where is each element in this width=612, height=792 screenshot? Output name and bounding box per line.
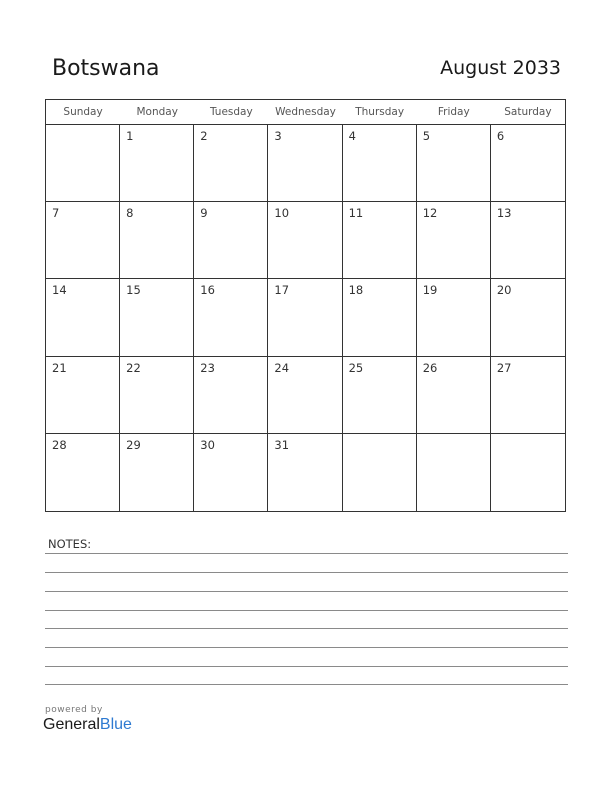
day-cell [194,434,268,511]
day-number: 10 [274,206,290,221]
day-cell [120,279,194,356]
day-number: 23 [200,360,215,375]
day-number: 8 [126,206,134,221]
day-number: 21 [52,360,67,375]
day-cell [268,279,342,356]
day-cell [417,125,491,202]
day-number: 1 [126,129,134,143]
day-number: 18 [348,283,364,298]
day-number: 2 [200,129,208,143]
day-cell [343,357,417,434]
day-cell [417,434,491,511]
notes-label: NOTES: [48,537,92,551]
day-number: 19 [422,283,438,298]
day-cell [194,357,268,434]
weekday-wednesday: Wednesday [275,106,336,118]
day-number: 16 [200,283,215,298]
day-cell [194,202,268,279]
weekday-monday: Monday [136,106,178,118]
day-number: 31 [274,437,290,452]
day-number: 28 [52,437,67,452]
day-number: 15 [126,283,141,298]
day-number: 3 [274,129,282,143]
day-cell [46,357,120,434]
day-number: 26 [422,360,438,375]
day-cell [343,279,417,356]
calendar-weeks [46,125,565,511]
day-cell [491,357,565,434]
month-year-title: August 2033 [440,57,561,79]
day-number: 30 [200,437,215,452]
note-line [45,628,568,629]
day-cell [268,202,342,279]
day-cell [46,279,120,356]
powered-by-text: powered by [45,705,103,715]
day-number: 7 [52,206,60,221]
note-line [45,647,568,648]
day-cell [491,125,565,202]
day-cell [343,202,417,279]
day-cell [120,202,194,279]
day-cell [120,125,194,202]
weekday-friday: Friday [437,106,470,118]
day-cell [46,125,120,202]
weekday-sunday: Sunday [63,106,103,118]
calendar-grid [45,99,566,512]
weekday-header-row [46,100,565,125]
day-number: 4 [348,129,356,143]
logo-blue-text: Blue [99,716,132,733]
day-number: 12 [422,206,438,221]
note-line [45,591,568,592]
weekday-saturday: Saturday [504,106,552,118]
weekday-tuesday: Tuesday [209,106,253,118]
generalblue-logo[interactable] [43,716,132,734]
day-cell [46,434,120,511]
day-cell [343,125,417,202]
day-cell [194,125,268,202]
day-number: 17 [274,283,290,298]
country-title: Botswana [52,56,160,81]
day-cell [491,202,565,279]
logo-general-text: General [43,716,100,733]
day-number: 29 [126,437,141,452]
day-number: 22 [126,360,141,375]
day-cell [417,202,491,279]
day-cell [417,357,491,434]
day-cell [343,434,417,511]
day-cell [194,279,268,356]
note-line [45,572,568,573]
day-cell [268,357,342,434]
note-line [45,666,568,667]
day-cell [120,357,194,434]
note-line [45,553,568,554]
day-number: 25 [348,360,364,375]
day-cell [417,279,491,356]
note-line [45,684,568,685]
day-number: 24 [274,360,290,375]
note-line [45,610,568,611]
day-number: 13 [496,206,512,221]
day-number: 14 [52,283,67,298]
day-number: 27 [496,360,512,375]
day-cell [491,434,565,511]
day-number: 9 [200,206,208,221]
day-cell [120,434,194,511]
day-cell [46,202,120,279]
day-cell [268,125,342,202]
day-number: 6 [496,129,505,143]
day-cell [491,279,565,356]
day-number: 5 [422,129,431,143]
day-number: 11 [348,206,364,221]
day-cell [268,434,342,511]
weekday-thursday: Thursday [355,106,405,118]
day-number: 20 [496,283,512,298]
